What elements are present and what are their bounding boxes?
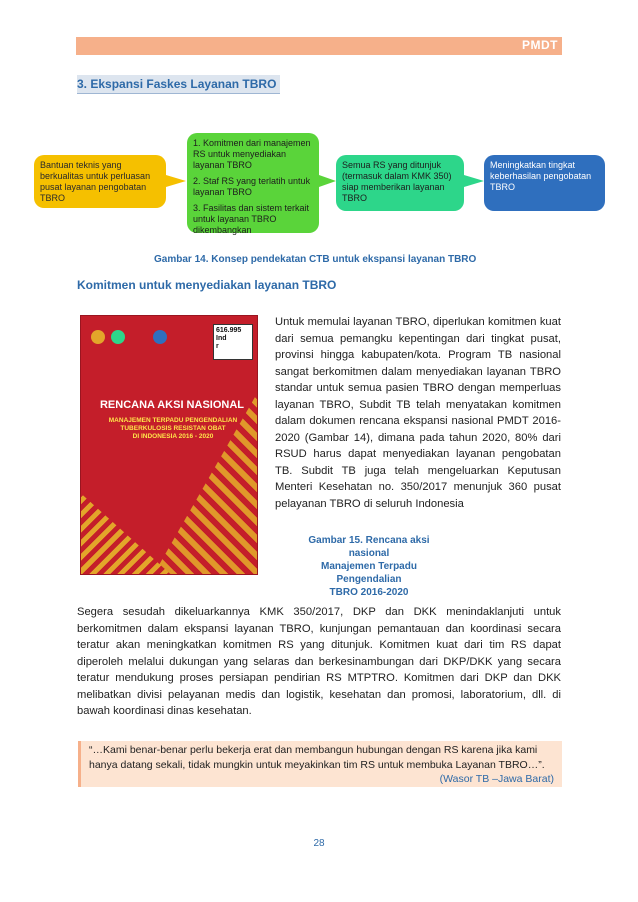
cover-subtitle-line: MANAJEMEN TERPADU PENGENDALIAN bbox=[108, 417, 238, 424]
diagram-box-outputs bbox=[187, 133, 319, 233]
arrow-right-icon bbox=[319, 175, 336, 187]
diagram-box-technical-assistance bbox=[34, 155, 166, 208]
quote-source: (Wasor TB –Jawa Barat) bbox=[439, 773, 554, 785]
arrow-right-icon bbox=[464, 175, 484, 187]
quote-box bbox=[78, 741, 562, 787]
cover-subtitle bbox=[95, 417, 251, 441]
diagram-box-2-item-3: 3. Fasilitas dan sistem terkait untuk layanan TBRO dikembangkan bbox=[193, 203, 310, 235]
diagram-box-4-text: Meningkatkan tingkat keberhasilan pengobatan TBRO bbox=[490, 160, 592, 192]
figure-15-caption-line: Manajemen Terpadu Pengendalian bbox=[321, 561, 417, 585]
diagram-box-hospitals-ready bbox=[336, 155, 464, 211]
diagram-box-3-text: Semua RS yang ditunjuk (termasuk dalam KMK 350) siap memberikan layanan TBRO bbox=[342, 160, 452, 203]
sticker-line: 616.995 bbox=[216, 327, 242, 334]
cover-title: RENCANA AKSI NASIONAL bbox=[99, 399, 245, 411]
header-tag: PMDT bbox=[522, 38, 558, 52]
cover-subtitle-line: TUBERKULOSIS RESISTAN OBAT bbox=[120, 425, 226, 432]
paragraph-commitment: Untuk memulai layanan TBRO, diperlukan komitmen kuat dari semua pemangku kepentingan dari tingkat pusat, provinsi hingga kabupaten/kota. Program TB nasional sangat berkomitmen dalam menyediakan layanan TBRO standar untuk semua pasien TBRO dengan memperluas layanan TBRO, Subdit TB telah menyatakan komitmen dalam dokumen rencana ekspansi nasional PMDT 2016-2020 (Gambar 14), dimana pada tahun 2020, 80% dari RSUD harus dapat menyediakan layanan pengobatan TB. Subdit TB juga telah mengeluarkan Keputusan Menteri Kesehatan no. 350/2017 menunjuk 360 pusat pelayanan TBRO di seluruh Indonesia bbox=[275, 316, 561, 510]
arrow-right-icon bbox=[166, 175, 186, 187]
health-logo-icon bbox=[111, 330, 125, 344]
diagram-box-1-text: Bantuan teknis yang berkualitas untuk perluasan pusat layanan pengobatan TBRO bbox=[40, 160, 151, 203]
program-logo-icon bbox=[153, 330, 167, 344]
figure-15-caption-line: Gambar 15. Rencana aksi nasional bbox=[308, 535, 430, 559]
ministry-logo-icon bbox=[91, 330, 105, 344]
figure-14-caption: Gambar 14. Konsep pendekatan CTB untuk ekspansi layanan TBRO bbox=[154, 254, 477, 265]
page-number: 28 bbox=[313, 838, 325, 849]
quote-text: “…Kami benar-benar perlu bekerja erat dan membangun hubungan dengan RS karena jika kami hanya datang sekali, tidak mungkin untuk meyakinkan tim RS untuk membuka Layanan TBRO…”. bbox=[89, 744, 545, 771]
diagram-box-2-item-1: 1. Komitmen dari manajemen RS untuk menyediakan layanan TBRO bbox=[193, 138, 311, 170]
paragraph-follow-up: Segera sesudah dikeluarkannya KMK 350/2017, DKP dan DKK menindaklanjuti untuk berkomitmen dalam ekspansi layanan TBRO, kunjungan pemantauan dan koordinasi secara teratur akan meningkatkan komitmen RS yang ditunjuk. Komitmen kuat dari tim RS dapat diperoleh melalui dukungan yang selaras dan berkesinambungan dari DKP/DKK yang secara teratur mendukung proses persiapan pendirian RS MTPTRO. Komitmen dari DKP dan DKK melibatkan divisi pelayanan medis dan logistik, kesehatan dan promosi, laboratorium, dll. di bawah koordinasi dinas kesehatan. bbox=[77, 606, 561, 717]
diagram-box-2-item-2: 2. Staf RS yang terlatih untuk layanan TBRO bbox=[193, 176, 311, 197]
figure-15-caption bbox=[289, 534, 449, 599]
figure-15-caption-line: TBRO 2016-2020 bbox=[329, 587, 409, 598]
book-cover-image bbox=[80, 315, 258, 575]
cover-subtitle-line: DI INDONESIA 2016 - 2020 bbox=[132, 433, 214, 440]
subsection-title: Komitmen untuk menyediakan layanan TBRO bbox=[77, 278, 337, 292]
library-sticker bbox=[213, 324, 253, 360]
sticker-line: Ind bbox=[216, 335, 227, 342]
sticker-line: r bbox=[216, 343, 219, 350]
diagram-box-goal bbox=[484, 155, 605, 211]
section-title: 3. Ekspansi Faskes Layanan TBRO bbox=[77, 75, 280, 94]
header-bar bbox=[76, 37, 562, 55]
cover-logos bbox=[91, 326, 191, 352]
